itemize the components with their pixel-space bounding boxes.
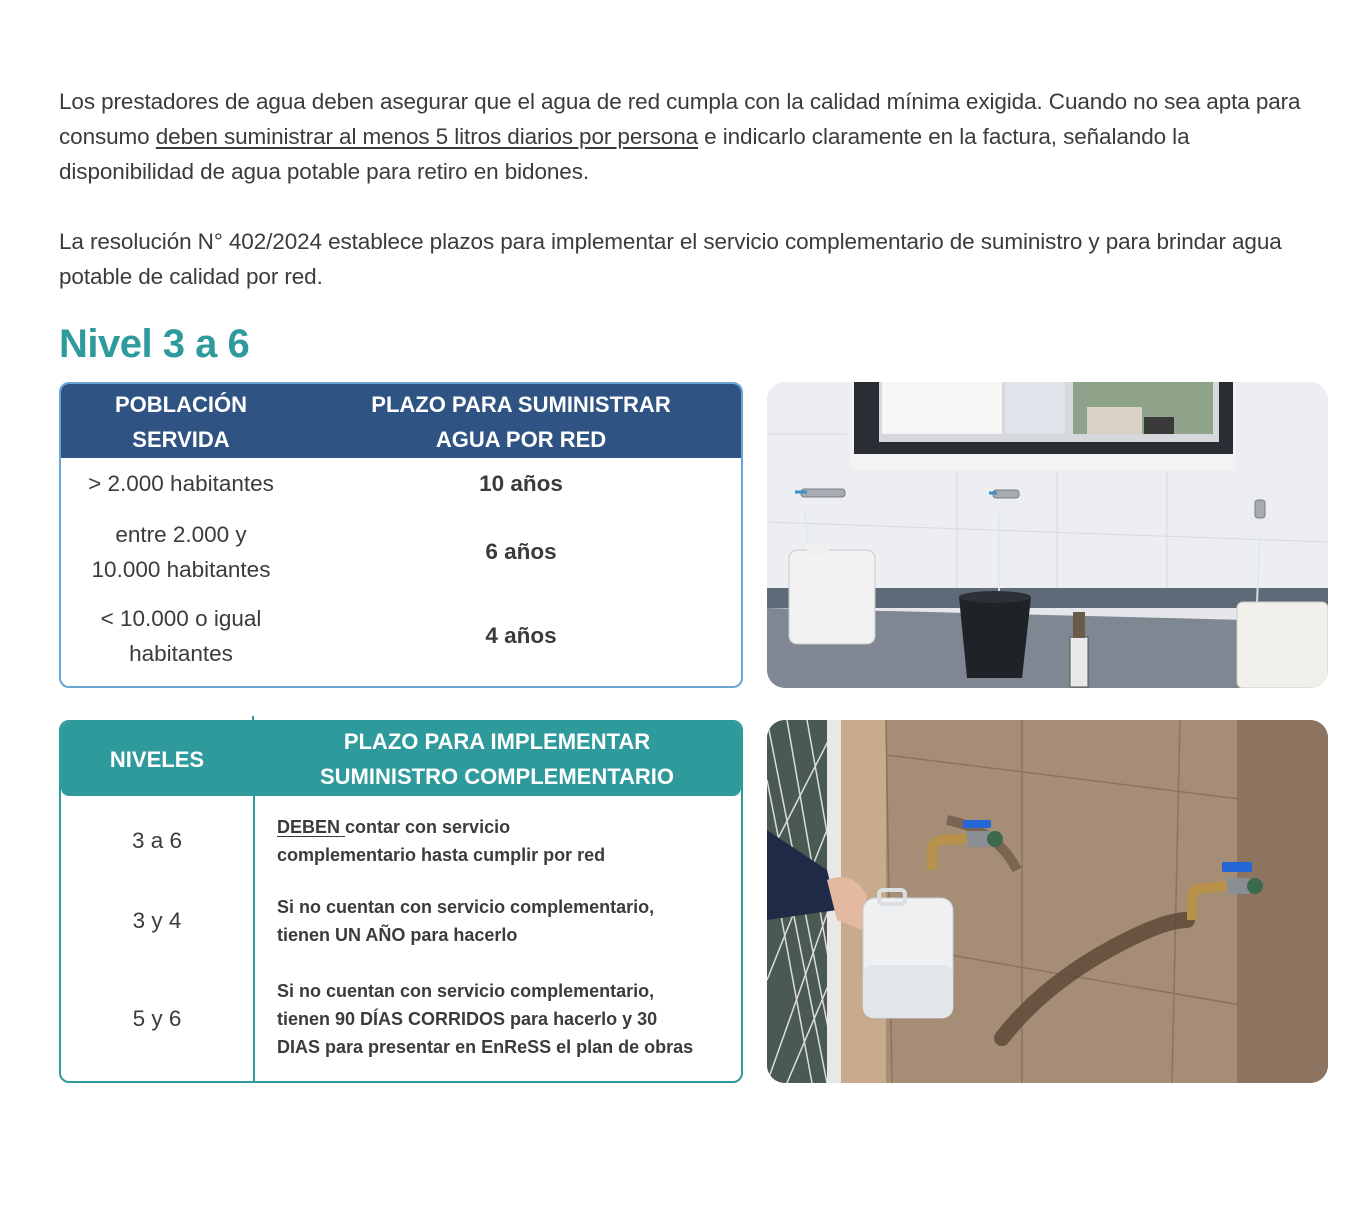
term-cell	[253, 882, 741, 960]
table-row	[61, 882, 741, 960]
table-header	[61, 384, 741, 458]
intro-paragraph-2: La resolución N° 402/2024 establece plazos para implementar el servicio complementario de suministro y para brindar agua potable de calidad por red.	[59, 229, 1282, 289]
header-text: SUMINISTRO COMPLEMENTARIO	[319, 764, 675, 789]
cell-text: 10.000 habitantes	[91, 557, 271, 582]
header-text: AGUA POR RED	[435, 427, 607, 452]
cell-text: entre 2.000 y	[115, 522, 247, 547]
header-text: POBLACIÓN	[115, 392, 247, 417]
photo-taps-white-wall	[767, 382, 1328, 688]
cell-text: Si no cuentan con servicio complementario,	[277, 980, 655, 1001]
cell-text: DIAS para presentar en EnReSS el plan de obras	[277, 1036, 694, 1057]
term-cell: 6 años	[485, 539, 557, 564]
table-row	[61, 589, 741, 673]
header-term	[301, 384, 741, 458]
header-levels: NIVELES	[109, 746, 205, 772]
header-text: PLAZO PARA IMPLEMENTAR	[343, 729, 651, 754]
table-row	[61, 960, 741, 1077]
cell-text: complementario hasta cumplir por red	[277, 845, 606, 865]
term-cell: 10 años	[479, 471, 563, 496]
photo-taps-tiled-wall	[767, 720, 1328, 1083]
header-population	[61, 384, 301, 458]
term-cell: 4 años	[485, 623, 557, 648]
level-cell: 3 y 4	[132, 908, 182, 933]
population-cell	[61, 517, 301, 587]
cell-text: habitantes	[129, 641, 233, 666]
cell-text: > 2.000 habitantes	[88, 470, 274, 496]
header-text: PLAZO PARA SUMINISTRAR	[371, 392, 671, 417]
intro-text-segment: Los prestadores de agua deben asegurar que el agua de red cumpla con la calidad mínima exigida. Cuando no sea apta para consumo	[59, 89, 1301, 149]
level-cell: 3 a 6	[131, 828, 183, 853]
intro-text	[59, 84, 1319, 294]
table-header	[61, 722, 741, 796]
header-term	[253, 722, 741, 796]
underlined-text: DEBEN	[277, 817, 346, 837]
level-cell: 5 y 6	[132, 1005, 182, 1031]
photo-illustration	[767, 382, 1328, 688]
cell-text: < 10.000 o igual	[100, 606, 262, 631]
cell-text	[277, 813, 741, 841]
cell-text-segment: contar con servicio	[345, 817, 511, 837]
intro-text-segment: e indicarlo claramente en la factura, señalando la disponibilidad de agua potable para retiro en bidones.	[59, 124, 1190, 184]
section-title: Nivel 3 a 6	[59, 322, 250, 366]
cell-text: tienen 90 DÍAS CORRIDOS para hacerlo y 30	[277, 1008, 658, 1029]
intro-paragraph-1	[59, 84, 1319, 189]
complementary-supply-table	[59, 720, 743, 1083]
population-cell	[61, 601, 301, 671]
network-supply-table	[59, 382, 743, 688]
table-row	[61, 796, 741, 882]
table-row	[61, 515, 741, 589]
term-cell	[253, 960, 741, 1077]
header-text: SERVIDA	[132, 427, 230, 452]
intro-underlined-text: deben suministrar al menos 5 litros diarios por persona	[155, 124, 699, 149]
cell-text: tienen UN AÑO para hacerlo	[277, 925, 518, 945]
table-row	[61, 458, 741, 515]
term-cell	[253, 800, 741, 882]
population-cell	[61, 466, 301, 501]
photo-illustration	[767, 720, 1328, 1083]
cell-text: Si no cuentan con servicio complementario,	[277, 897, 655, 917]
